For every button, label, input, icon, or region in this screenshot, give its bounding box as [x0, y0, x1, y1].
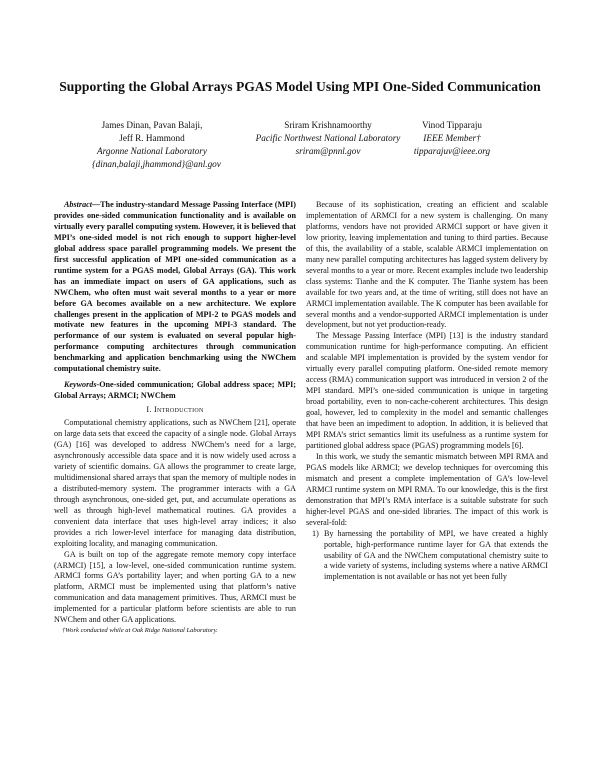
- author-block-3: [402, 119, 502, 158]
- author-names: Vinod Tipparaju: [422, 120, 482, 130]
- keywords-lead: Keywords: [64, 380, 97, 390]
- author-email: sriram@pnnl.gov: [295, 146, 361, 156]
- author-block-2: [248, 119, 408, 158]
- author-affiliation: Pacific Northwest National Laboratory: [255, 133, 401, 143]
- right-column: [306, 200, 548, 583]
- author-names-line2: Jeff R. Hammond: [119, 133, 185, 143]
- abstract: [54, 200, 296, 375]
- body-paragraph: Computational chemistry applications, such as NWChem [21], operate on large data sets that exceed the capacity of a single node. Global Arrays (GA) [16] was developed to address NWChem’s need for a large, asynchronously accessible data space and it is now widely used across a variety of scientific domains. GA allows the programmer to create large, multidimensional shared arrays that span the memory of multiple nodes in a distributed-memory system. The programmer interacts with a GA through asynchronous, one-sided get, put, and accumulate operations as well as through high-level mathematical routines. GA provides a convenient data interface that uses high-level array indices; it also provides a rich lower-level interface for managing data distribution, exploiting locality, and managing communication.: [54, 418, 296, 548]
- author-block-1: [92, 119, 221, 171]
- paper-title: Supporting the Global Arrays PGAS Model Using MPI One-Sided Communication: [59, 79, 541, 94]
- body-paragraph: In this work, we study the semantic mismatch between MPI RMA and PGAS models like ARMCI; we develop techniques for overcoming this mismatch and present a complete implementation of GA’s low-level ARMCI runtime system on MPI RMA. To our knowledge, this is the first demonstration that MPI’s RMA interface is a suitable substrate for such higher-level PGAS and one-sided libraries. The impact of this work is several-fold:: [306, 451, 548, 527]
- list-item-text: By harnessing the portability of MPI, we have created a highly portable, high-performance runtime layer for GA that extends the usability of GA and the NWChem computational chemistry suite to a wide variety of systems, including systems where a native ARMCI implementation is not available or has not yet been fully: [324, 528, 548, 582]
- keywords: [54, 380, 296, 402]
- author-email: tipparajuv@ieee.org: [413, 146, 491, 156]
- abstract-text: —The industry-standard Message Passing Interface (MPI) provides one-sided communication functionality and is available on virtually every parallel computing system. However, it is believed that MPI’s one-sided model is not rich enough to support higher-level global address space parallel programming models. We present the first successful application of MPI one-sided communication as a runtime system for a PGAS model, Global Arrays (GA). This work has an immediate impact on users of GA applications, such as NWChem, who often must wait several months to a year or more before GA becomes available on a new architecture. We explore challenges present in the application of MPI-2 to PGAS models and motivate new features in the upcoming MPI-3 standard. The performance of our system is evaluated on several popular high-performance computing architectures through communication benchmarking and application benchmarking using the NWChem computational chemistry suite.: [54, 200, 296, 374]
- body-paragraph: The Message Passing Interface (MPI) [13] is the industry standard communication runtime for high-performance computing. An efficient and scalable MPI implementation is provided by the system vendor for virtually every parallel computing platform. One-sided remote memory access (RMA) communication support was introduced in version 2 of the MPI standard. MPI’s one-sided communication is unique in targeting broad portability, even to non-cache-coherent architectures. This design goal, however, led to complexity in the model and semantic challenges that have been an impediment to adoption. In addition, it is believed that MPI RMA’s strict semantics limit its usefulness as a runtime system for partitioned global address space (PGAS) programming models [6].: [306, 331, 548, 450]
- author-names: Sriram Krishnamoorthy: [284, 120, 372, 130]
- author-affiliation: IEEE Member†: [423, 133, 481, 143]
- author-names: James Dinan, Pavan Balaji,: [101, 120, 203, 130]
- author-email: {dinan,balaji,jhammond}@anl.gov: [92, 159, 221, 169]
- section-heading: I. Introduction: [146, 405, 204, 415]
- keywords-text: -One-sided communication; Global address space; MPI; Global Arrays; ARMCI; NWChem: [54, 380, 296, 401]
- list-item: [306, 529, 548, 584]
- list-item-number: 1): [312, 528, 319, 538]
- body-paragraph: Because of its sophistication, creating an efficient and scalable implementation of ARMCI for a new system is challenging. On many platforms, vendors have not provided ARMCI support or have given it low priority, leaving implementation and tuning to third parties. Because of this, the availability of a stable, scalable ARMCI implementation on many new parallel computing architectures has lagged system delivery by several months to a year or more. Recent examples include two leadership class systems: Tianhe and the K computer. The Tianhe system has been available for two years and, at the time of writing, still does not have an ARMCI implementation available. The K computer has been available for several months and a vendor-supported ARMCI implementation is under development, but not yet production-ready.: [306, 200, 548, 330]
- footnote: †Work conducted while at Oak Ridge National Laboratory.: [62, 627, 218, 635]
- abstract-lead: Abstract: [64, 200, 92, 209]
- left-column: [54, 200, 296, 637]
- author-affiliation: Argonne National Laboratory: [97, 146, 207, 156]
- body-paragraph: GA is built on top of the aggregate remote memory copy interface (ARMCI) [15], a low-level, one-sided communication runtime system. ARMCI forms GA’s portability layer; and when porting GA to a new platform, ARMCI must be implemented using that platform’s native communication and data management primitives. Thus, ARMCI must be implemented for a particular platform before scientists are able to run NWChem and other GA applications.: [54, 549, 296, 625]
